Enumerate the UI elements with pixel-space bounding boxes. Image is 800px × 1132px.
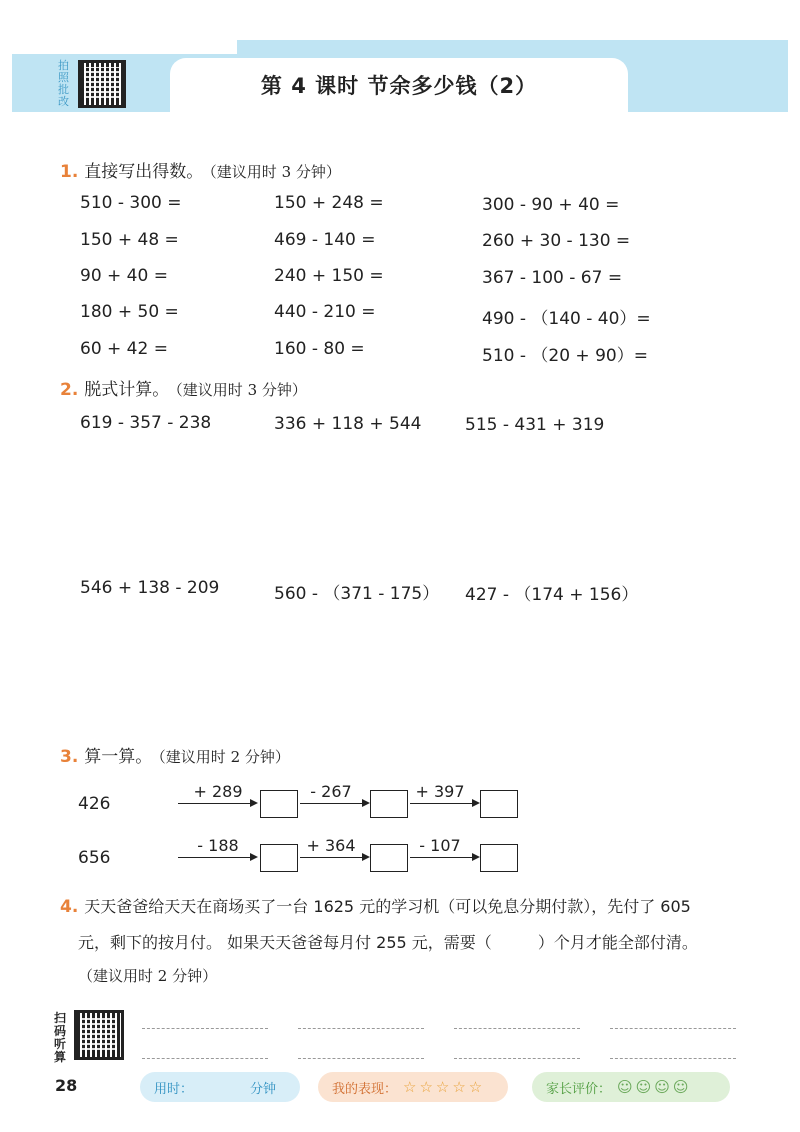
q2-title: [60, 375, 307, 400]
q4-line1: [60, 894, 691, 917]
q2-expr: 515 - 431 + 319: [465, 415, 605, 435]
parent-label: 家长评价：: [546, 1081, 612, 1097]
q2-expr: 427 - （174 + 156）: [465, 585, 639, 605]
q2-hint: （建议用时 3 分钟）: [175, 381, 307, 399]
parent-rating-pill: [532, 1072, 730, 1102]
answer-box[interactable]: [480, 790, 518, 818]
q1-expr: 90 + 40 =: [80, 266, 168, 286]
q1-title: [60, 157, 341, 182]
q1-expr: 300 - 90 + 40 =: [482, 195, 620, 215]
chain-op: - 188: [197, 836, 239, 855]
q1-expr: 60 + 42 =: [80, 339, 168, 359]
performance-label: 我的表现：: [332, 1081, 398, 1097]
q1-expr: 240 + 150 =: [274, 266, 384, 286]
chain-op: + 364: [306, 836, 356, 855]
work-line: [610, 1028, 736, 1029]
chain-op: + 289: [193, 782, 243, 801]
q2-expr: 336 + 118 + 544: [274, 414, 422, 434]
time-unit: 分钟: [250, 1081, 277, 1097]
q1-number: 1.: [60, 162, 79, 182]
work-line: [298, 1028, 424, 1029]
time-label: 用时：: [154, 1081, 194, 1097]
work-line: [454, 1028, 580, 1029]
q1-expr: 367 - 100 - 67 =: [482, 268, 623, 288]
chain-op: - 107: [419, 836, 461, 855]
q1-hint: （建议用时 3 分钟）: [209, 163, 341, 181]
work-line: [142, 1058, 268, 1059]
arrow-icon: [300, 803, 368, 804]
q4-line2-b: ）个月才能全部付清。: [537, 933, 698, 952]
scan-grade-label: 拍照批改: [58, 59, 69, 108]
page-title: 第 4 课时 节余多少钱（2）: [260, 74, 538, 98]
answer-box[interactable]: [480, 844, 518, 872]
work-line: [454, 1058, 580, 1059]
q1-title-text: 直接写出得数。: [84, 162, 204, 182]
q2-expr: 619 - 357 - 238: [80, 413, 212, 433]
chain-op: - 267: [310, 782, 352, 801]
chain-start: 656: [78, 848, 111, 868]
arrow-icon: [410, 857, 478, 858]
q3-chain-2: [78, 836, 461, 876]
q4-line2-a: 元，剩下的按月付。 如果天天爸爸每月付 255 元，需要（: [78, 933, 492, 952]
arrow-icon: [300, 857, 368, 858]
smiley-face-icon[interactable]: ☺☺☺☺: [617, 1078, 692, 1096]
q2-title-text: 脱式计算。: [84, 380, 170, 400]
q2-number: 2.: [60, 380, 79, 400]
arrow-icon: [410, 803, 478, 804]
q1-expr: 150 + 248 =: [274, 193, 384, 213]
header-notch: [12, 40, 237, 54]
q2-expr: 560 - （371 - 175）: [274, 584, 440, 604]
q1-expr: 150 + 48 =: [80, 230, 179, 250]
work-line: [298, 1058, 424, 1059]
q1-expr: 469 - 140 =: [274, 230, 376, 250]
q1-expr: 180 + 50 =: [80, 302, 179, 322]
chain-op: + 397: [415, 782, 465, 801]
work-line: [142, 1028, 268, 1029]
q4-number: 4.: [60, 897, 79, 917]
q1-expr: 510 - （20 + 90）=: [482, 346, 648, 366]
performance-pill: [318, 1072, 508, 1102]
chain-start: 426: [78, 794, 111, 814]
q1-expr: 440 - 210 =: [274, 302, 376, 322]
work-line: [610, 1058, 736, 1059]
q1-expr: 490 - （140 - 40）=: [482, 309, 651, 329]
q1-expr: 510 - 300 =: [80, 193, 182, 213]
q3-chain-1: [78, 782, 465, 822]
q3-title-text: 算一算。: [84, 747, 153, 767]
qr-code-icon[interactable]: [74, 1010, 124, 1060]
scan-listen-label: 扫码听算: [54, 1011, 67, 1064]
q1-expr: 260 + 30 - 130 =: [482, 231, 631, 251]
arrow-icon: [178, 857, 256, 858]
page-number: 28: [55, 1076, 78, 1095]
q1-expr: 160 - 80 =: [274, 339, 365, 359]
arrow-icon: [178, 803, 256, 804]
q3-hint: （建议用时 2 分钟）: [158, 748, 290, 766]
star-rating-icon[interactable]: ☆☆☆☆☆: [403, 1078, 486, 1096]
q4-line2: [78, 930, 698, 953]
q4-line1-text: 天天爸爸给天天在商场买了一台 1625 元的学习机（可以免息分期付款），先付了 605: [84, 897, 691, 916]
time-used-pill: [140, 1072, 300, 1102]
q2-expr: 546 + 138 - 209: [80, 578, 220, 598]
qr-code-icon[interactable]: [78, 60, 126, 108]
q4-hint: （建议用时 2 分钟）: [78, 967, 218, 985]
q3-title: [60, 742, 290, 767]
q3-number: 3.: [60, 747, 79, 767]
